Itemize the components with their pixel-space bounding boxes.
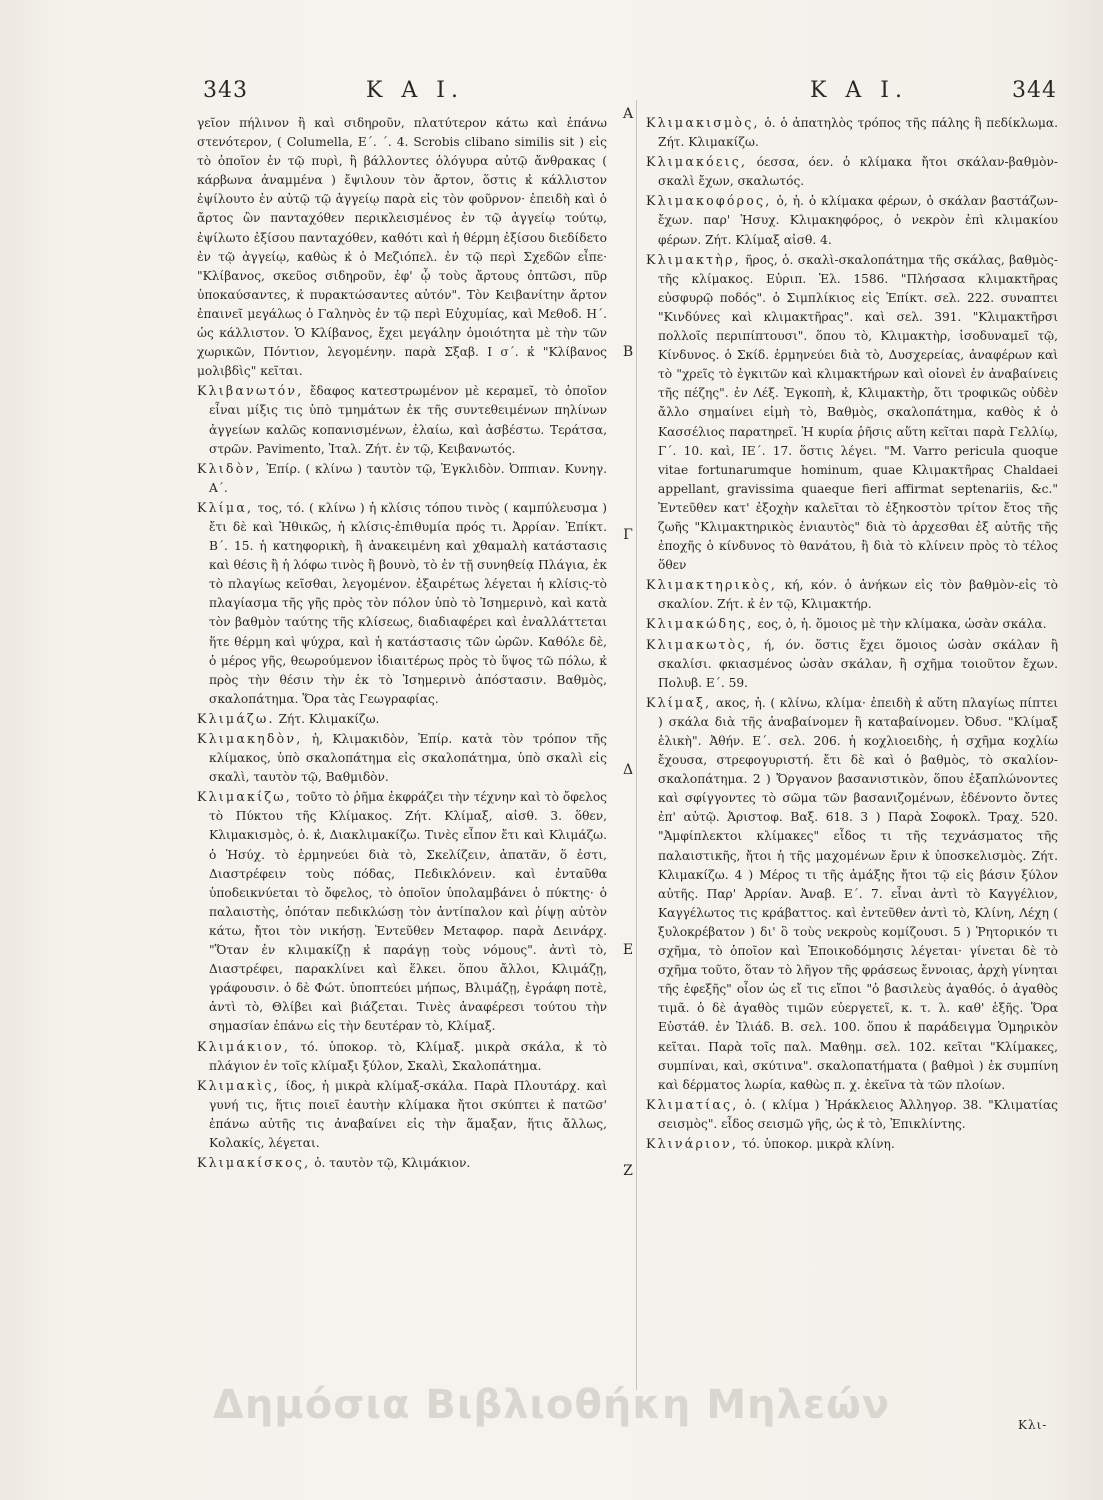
definition: Ζήτ. Κλιμακίζω.: [278, 711, 380, 726]
running-title-left: Κ Α Ι.: [366, 78, 464, 103]
dictionary-entry: [646, 1095, 1058, 1134]
dictionary-entry: [646, 575, 1058, 614]
column-divider: [636, 100, 637, 1390]
headword: Κλιμακωτὸς,: [646, 636, 753, 652]
dictionary-entry: [197, 1153, 607, 1173]
headword: Κλιμάκιον,: [197, 1038, 291, 1054]
headword: Κλιμάζω.: [197, 710, 275, 726]
dictionary-entry: [646, 635, 1058, 693]
margin-marker: Δ: [622, 762, 634, 778]
catchword: Κλι-: [1018, 1418, 1048, 1432]
dictionary-entry: [646, 614, 1058, 634]
definition: Ἐπίρ. ( κλίνω ) ταυτὸν τῷ, Ἐγκλιδὸν. Ὀππιαν. Κυνηγ. Α΄.: [209, 461, 608, 495]
definition: ὁ. ταυτὸν τῷ, Κλιμάκιον.: [314, 1156, 471, 1171]
margin-marker: Ε: [622, 942, 634, 958]
dictionary-entry: [197, 1076, 607, 1153]
headword: Κλιμακηδὸν,: [197, 731, 303, 746]
headword: Κλιμακτηρικὸς,: [646, 577, 778, 593]
dictionary-entry: [197, 729, 607, 787]
definition: τό. ὑποκορ. τὸ, Κλίμαξ. μικρὰ σκάλα, κ̓ τὸ πλάγιον ἐν τοῖς κλίμαξι ξύλον, Σκαλὶ, Σκαλοπάτημα.: [209, 1039, 608, 1073]
dictionary-entry: [197, 459, 607, 498]
headword: Κλιδὸν,: [197, 460, 262, 476]
definition: ακος, ἡ. ( κλίνω, κλίμα· ἐπειδὴ κ̓ αὕτη πλαγίως πίπτει ) σκάλα διὰ τῆς ἀναβαίνομεν ἢ καταβαίνομεν. Ὀδυσ. "Κλίμαξ ἑλικὴ". Ἀθήν. Ε΄. σελ. 206. ἡ κοχλιοειδὴς, ἡ σχῆμα κοχλίω ἔχουσα, στρεφογυριστή. ἔτι δὲ καὶ ὁ βαθμὸς, τὸ σκαλίον-σκαλοπάτημα. 2 ) Ὄργανον βασανιστικὸν, ὅπου ἐξαπλώνοντες καὶ σφίγγοντες τὸ σῶμα τῶν βασανιζομένων, ἐδένοντο ὄντες ἐπ' αὐτῷ. Ἀριστοφ. Βαξ. 618. 3 ) Παρὰ Σοφοκλ. Τραχ. 520. "Ἀμφίπλεκτοι κλίμακες" εἶδος τι τῆς τεχνάσματος τῆς παλαιστικῆς, ἤτοι ἡ τῆς μαχομένων ἔριν κ̓ ὑποσκελισμὸς. Ζήτ. Κλιμακίζω. 4 ) Μέρος τι τῆς ἁμάξης ἤτοι τῷ εἰς βάσιν ξύλον αὐτῆς. Παρ' Ἀρρίαν. Ἀναβ. Ε΄. 7. εἶναι ἀντὶ τὸ Καγγέλιον, Καγγέλωτος τις κράβαττος. καὶ ἐντεῦθεν ἀντὶ τὸ, Κλίνη, Λέχη ( ξυλοκρέβατον ) δι' ὃ τοὺς νεκροὺς κομίζουσι. 5 ) Ῥητορικόν τι σχῆμα, τὸ ὁποῖον καὶ Ἐποικοδόμησις λέγεται· γίνεται δὲ τὸ σχῆμα τοῦτο, ὅταν τὸ λῆγον τῆς φράσεως ἔννοιας, ἀρχὴ γίνηται τῆς ἐφεξῆς" οἷον ὡς εἴ τις εἴποι "ὁ βασιλεὺς ἀγαθός. ὁ ἀγαθὸς τιμᾶ. ὁ δὲ ἀγαθὸς τιμῶν εὐεργετεῖ, κ. τ. λ. καθ' ἑξῆς. Ὅρα Εὐστάθ. ἐν Ἰλιάδ. Β. σελ. 100. ὅπου κ̓ παράδειγμα Ὁμηρικὸν κεῖται. Παρὰ τοῖς παλ. Μαθημ. σελ. 102. κεῖται "Κλίμακες, συμπίναι, καὶ, σκύτινα". σκαλοπατήματα ( βαθμοὶ ) ἐκ συμπίνη καὶ δέρματος λωρία, καθὼς π. χ. ἐκεῖνα τὰ τῶν πλοίων.: [658, 695, 1058, 1092]
library-watermark: Δημόσια Βιβλιοθήκη Μηλεών: [212, 1382, 891, 1428]
margin-marker: Ζ: [623, 1163, 633, 1179]
headword: Κλινάριον,: [646, 1135, 739, 1151]
definition: τό. ὑποκορ. μικρὰ κλίνη.: [741, 1136, 895, 1151]
headword: Κλίμα,: [197, 499, 254, 515]
dictionary-entry: [646, 113, 1058, 152]
dictionary-entry: [646, 152, 1058, 191]
definition: ὁ. ὁ ἀπατηλὸς τρόπος τῆς πάλης ἢ πεδίκλωμα. Ζήτ. Κλιμακίζω.: [658, 116, 1058, 150]
headword: Κλιματίας,: [646, 1096, 739, 1112]
headword: Κλιμακώδης,: [646, 616, 754, 632]
dictionary-entry: [197, 787, 607, 1036]
page-number-left: 343: [203, 78, 248, 103]
definition: κή, κόν. ὁ ἀνήκων εἰς τὸν βαθμὸν-εἰς τὸ σκαλίον. Ζήτ. κ̓ ἐν τῷ, Κλιμακτήρ.: [658, 578, 1058, 612]
dictionary-entry: [197, 381, 607, 458]
margin-marker: Γ: [623, 527, 633, 543]
dictionary-entry: [197, 1037, 607, 1076]
definition: τοῦτο τὸ ῥῆμα ἐκφράζει τὴν τέχνην καὶ τὸ ὄφελος τὸ Πύκτου τῆς Κλίμακος. Ζήτ. Κλίμαξ, αἰσθ. 3. ὅθεν, Κλιμακισμὸς, ὁ. κ̓, Διακλιμακίζω. Τινὲς εἶπον ἔτι καὶ Κλιμάζω. ὁ Ἡσύχ. τὸ ἑρμηνεύει διὰ τὸ, Σκελίζειν, ἀπατᾶν, ὅ ἐστι, Διαστρέφειν τοὺς πόδας, Πεδικλόνειν. καὶ ἐνταῦθα ὑποδεικνύεται τὸ ὄφελος, τὸ ὁποῖον ὑπολαμβάνει ὁ πύκτης· ὁ παλαιστὴς, ὁπόταν πεδικλώσῃ τὸν ἀντίπαλον καὶ ῥίψῃ αὐτὸν κάτω, ἤτοι τὸν νικήσῃ. Ἐντεῦθεν Μεταφορ. παρὰ Δεινάρχ. "Ὅταν ἐν κλιμακίζῃ κ̓ παράγῃ τοὺς νόμους". ἀντὶ τὸ, Διαστρέφει, παρακλίνει καὶ ἕλκει. ὅπου ἄλλοι, Κλιμάζῃ, γράφουσιν. ὁ δὲ Φώτ. ὑποπτεύει μήπως, Βλιμάζῃ, ἐγράφη ποτὲ, ἀντὶ τὸ, Θλίβει καὶ βιάζεται. Τινὲς ἀναφέρεσι τούτου τὴν σημασίαν ἐπάνω εἰς τὴν δευτέραν τὸ, Κλίμαξ.: [209, 790, 607, 1034]
dictionary-entry: [197, 113, 607, 381]
running-title-right: Κ Α Ι.: [810, 78, 908, 103]
headword: Κλιμακίζω,: [197, 789, 292, 805]
right-column: [646, 113, 1058, 1154]
definition: τος, τό. ( κλίνω ) ἡ κλίσις τόπου τινὸς ( καμπύλευσμα ) ἔτι δὲ καὶ Ἠθικῶς, ἡ κλίσις-ἐπιθυμία πρός τι. Ἀρρίαν. Ἐπίκτ. Β΄. 15. ἡ κατηφορικὴ, ἢ ἀνακειμένη καὶ χθαμαλὴ κατάστασις καὶ θέσις ἢ ἡ λόφω τινὸς ἢ βουνὸ, τὸ ἐν τῇ συνηθείᾳ Πλάγια, ἐκ τὸ πλαγίως κεῖσθαι, λεγομένον. ἐξαιρέτως λέγεται ἡ κλίσις-τὸ πλαγίασμα τῆς γῆς πρὸς τὸν πόλον ὑπὸ τὸ Ἰσημερινὸ, καὶ κατὰ τὸν βαθμὸν ταύτης τῆς κλίσεως, διαδιαφέρει καὶ ἐναλλάττεται ἥτε θέρμη καὶ ψύχρα, καὶ ἡ κατάστασις τῶν ὡρῶν. Καθόλε δὲ, ὁ μέρος γῆς, θεωρούμενον ἰδιαιτέρως πρὸς τὸ ὕψος τῶ πόλω, κ̓ πρὸς τὴν θέσιν τὴν ἐκ τὸ Ἰσημερινὸ ἀπόστασιν. Βαθμὸς, σκαλοπάτημα. Ὅρα τὰς Γεωγραφίας.: [209, 500, 608, 706]
margin-marker: Β: [622, 344, 634, 360]
dictionary-entry: [646, 250, 1058, 576]
definition: ὁ. ( κλίμα ) Ἡράκλειος Ἀλληγορ. 38. "Κλιματίας σεισμὸς". εἶδος σεισμῶ γῆς, ὡς κ̓ τὸ, Ἐπικλίντης.: [658, 1097, 1059, 1131]
headword: Κλιμακίσκος,: [197, 1155, 311, 1171]
headword: Κλιμακτὴρ,: [646, 251, 741, 267]
headword: Κλιμακὶς,: [197, 1077, 280, 1093]
headword: Κλιμακοφόρος,: [646, 193, 772, 209]
definition: ή, όν. ὅστις ἔχει ὅμοιος ὡσὰν σκάλαν ἢ σκαλίσι. φκιασμένος ὡσὰν σκάλαν, ἢ σχῆμα τοιοῦτον ἔχων. Πολυβ. Ε΄. 59.: [658, 637, 1059, 690]
headword: Κλιμακόεις,: [646, 154, 748, 170]
margin-marker: Α: [622, 106, 634, 122]
dictionary-entry: [646, 191, 1058, 249]
definition: ὁ, ἡ. ὁ κλίμακα φέρων, ὁ σκάλαν βαστάζων-ἔχων. παρ' Ἡσυχ. Κλιμακηφόρος, ὁ νεκρὸν ἐπὶ κλιμακίου φέρων. Ζήτ. Κλίμαξ αἰσθ. 4.: [658, 194, 1059, 247]
definition: ἔδαφος κατεστρωμένον μὲ κεραμεῖ, τὸ ὁποῖον εἶναι μίξις τις ὑπὸ τμημάτων ἐκ τῆς συντεθειμένων πηλίνων ἀγγείων καλῶς κοπανισμένων, ἐλαίω, καὶ ἀσβέστω. Τεράτσα, στρῶν. Pavimento, Ἰταλ. Ζήτ. ἐν τῷ, Κειβανωτός.: [209, 384, 607, 456]
dictionary-entry: [197, 709, 607, 729]
definition: εος, ὁ, ἡ. ὅμοιος μὲ τὴν κλίμακα, ὡσὰν σκάλα.: [757, 617, 1047, 632]
definition: γεῖον πήλινον ἢ καὶ σιδηροῦν, πλατύτερον κάτω καὶ ἐπάνω στενότερον, ( Columella, Ε΄. ΄. 4. Scrobis clibano similis sit ) εἰς τὸ ὁποῖον ἐν τῷ πυρὶ, ἢ βάλλοντες ὁλόγυρα αὐτῷ ἄνθρακας ( κάρβωνα ἀναμμένα ) ἔψιλουν τὸν ἄρτον, ὅστις κ̓ κάλλιστον ἐψίλουτο ἐν αὐτῷ τῷ ἀγγείῳ παρὰ εἰς τὸν φοῦρνον· ἐπειδὴ καὶ ὁ ἄρτος ὢν πανταχόθεν περικλεισμένος ἐν τῷ ἀγγείῳ τούτῳ, ἐψίλωτο ἐξίσου πανταχόθεν, καθότι καὶ ἡ θέρμη ἐξίσου διεδίδετο ἐν τῷ ἀγγείῳ, καθὼς κ̓ ὁ Μεζιόπελ. ἐν τῷ περὶ Σχεδῶν εἶπε· "Κλίβανος, σκεῦος σιδηροῦν, ἐφ' ᾧ τοὺς ἄρτους ὀπτῶσι, πῦρ ὑποκαύσαντες, κ̓ πυρακτώσαντες αὐτόν". Τὸν Κειβανίτην ἄρτον ἐπαινεῖ μεγάλως ὁ Γαληνὸς ἐν τῷ περὶ Εὐχυμίας, καὶ Μεθοδ. Η΄. ὡς κάλλιστον. Ὁ Κλίβανος, ἔχει μεγάλην ὁμοιότητα μὲ τὴν τῶν χωρικῶν, Πόντιον, λεγομένην. παρὰ Σξαβ. Ι σ΄. κ̓ "Κλίβανος μολιβδὶς" κεῖται.: [197, 116, 607, 379]
page-number-right: 344: [1012, 78, 1057, 103]
definition: ῆρος, ὁ. σκαλὶ-σκαλοπάτημα τῆς σκάλας, βαθμὸς-τῆς κλίμακος. Εὐριπ. Ἑλ. 1586. "Πλήσασα κλιμακτῆρας εὐσφυρῷ ποδός". ὁ Σιμπλίκιος εἰς Ἐπίκτ. σελ. 222. συναπτει "Κινδύνες καὶ κλιμακτῆρας". καὶ σελ. 391. "Κλιμακτῆρσι πολλοῖς περιπίπτουσι". ὅπου τὸ, Κλιμακτὴρ, ἰσοδυναμεῖ τῷ, Κίνδυνος. ὁ Σκίδ. ἑρμηνεύει διὰ τὸ, Δυσχερείας, ἀναφέρων καὶ τὸ "χρεῖς τὸ ἐγκιτῶν καὶ κλιμακτήρων καὶ οἰονεὶ ἐν ἀναβαίνεις τῆς πέζης". ἐν Λέξ. Ἐγκοπὴ, κ̓, Κλιμακτὴρ, ὅτι τροφικῶς οὐδὲν ἄλλο σημαίνει εἰμὴ τὸ, Βαθμὸς, σκαλοπάτημα, καθὸς κ̓ ὁ Κασσέλιος παρατηρεῖ. Ἡ κυρία ῥῆσις αὕτη κεῖται παρὰ Γελλίῳ, Γ΄. 10. καὶ, ΙΕ΄. 17. ὅστις λέγει. "M. Varro pericula quoque vitae fortunarumque hominum, quae Κλιμακτῆρας Chaldaei appellant, gravissima quaeque fieri affirmat septenariis, &c." Ἐντεῦθεν κατ' ἐξοχὴν καλεῖται τὸ ἑξηκοστὸν τρίτον ἔτος τῆς ζωῆς "Κλιμακτηρικὸς ἐνιαυτὸς" διὰ τὸ ἀρχεσθαι ἐξ αὐτῆς τῆς ἐποχῆς ὁ κίνδυνος τὸ θανάτου, ἢ διὰ τὸ κλίνειν πρὸς τὸ τέλος ὅθεν: [658, 252, 1058, 573]
dictionary-entry: [646, 693, 1058, 1095]
dictionary-entry: [197, 498, 607, 709]
headword: Κλιβανωτόν,: [197, 383, 304, 399]
left-column: [197, 113, 607, 1173]
definition: ἡ, Κλιμακιδὸν, Ἐπίρ. κατὰ τὸν τρόπον τῆς κλίμακος, ὑπὸ σκαλοπάτημα εἰς σκαλοπάτημα, ὑπὸ σκαλὶ εἰς σκαλὶ, ταυτὸν τῷ, Βαθμιδὸν.: [209, 732, 607, 785]
headword: Κλιμακισμὸς,: [646, 115, 760, 130]
headword: Κλίμαξ,: [646, 694, 712, 710]
definition: όεσσα, όεν. ὁ κλίμακα ἤτοι σκάλαν-βαθμὸν-σκαλὶ ἔχων, σκαλωτός.: [658, 155, 1058, 189]
definition: ίδος, ἡ μικρὰ κλίμαξ-σκάλα. Παρὰ Πλουτάρχ. καὶ γυνή τις, ἥτις ποιεῖ ἑαυτὴν κλίμακα ἤτοι σκύπτει κ̓ πατῶσ' ἐπάνω αὐτῆς τις ἀναβαίνει εἰς τὴν ἅμαξαν, ἥτις ἄλλως, Κολακίς, λέγεται.: [209, 1078, 607, 1150]
dictionary-entry: [646, 1134, 1058, 1154]
